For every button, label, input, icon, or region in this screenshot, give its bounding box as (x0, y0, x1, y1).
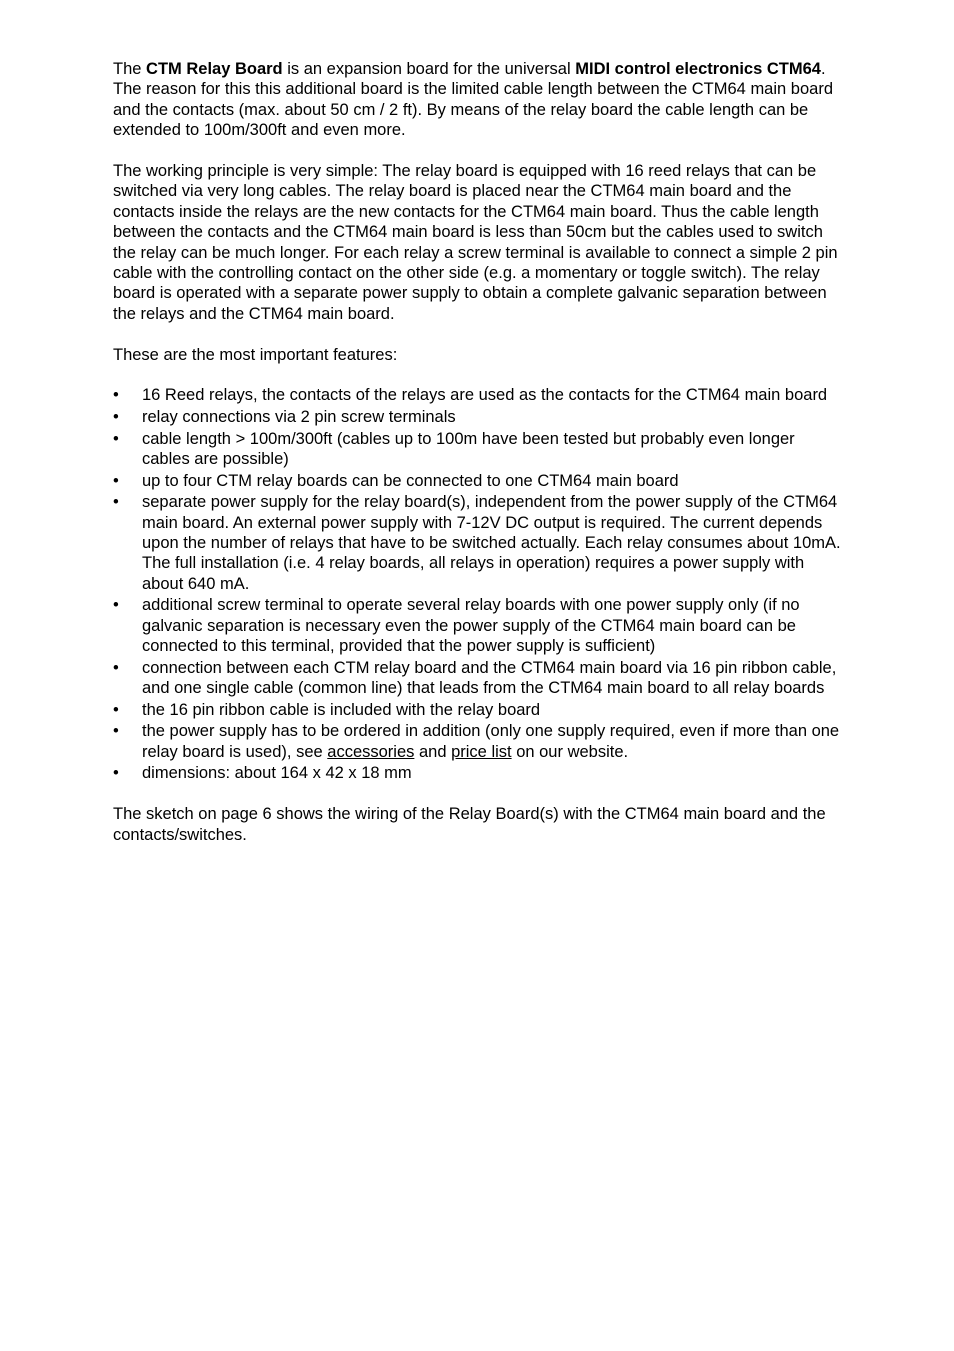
intro-text-start: The (113, 60, 147, 78)
list-item (113, 721, 841, 762)
feature-text: 16 Reed relays, the contacts of the relays are used as the contacts for the CTM64 main board (142, 386, 828, 405)
feature-text: additional screw terminal to operate several relay boards with one power supply only (if no galvanic separation is necessary even the power supply of the CTM64 main board can be connected to this terminal, provided that the power supply is sufficient) (142, 596, 800, 656)
bullet-icon: • (113, 722, 119, 741)
list-item (113, 385, 841, 405)
feature-text: connection between each CTM relay board and the CTM64 main board via 16 pin ribbon cable, and one single cable (common line) that leads from the CTM64 main board to all relay boards (142, 658, 837, 698)
feature-text: separate power supply for the relay board(s), independent from the power supply of the CTM64 main board. An external power supply with 7-12V DC output is required. The current depends upon the number of relays that have to be switched actually. Each relay consumes about 10mA. The full installation (i.e. 4 relay boards, all relays in operation) requires a power supply with about 640 mA. (142, 493, 841, 593)
feature-text (142, 722, 839, 760)
list-item (113, 595, 841, 656)
feature-text: cable length > 100m/300ft (cables up to 100m have been tested but probably even longer cables are possible) (142, 429, 795, 469)
intro-paragraph (113, 59, 841, 141)
list-item (113, 492, 841, 594)
list-item (113, 700, 841, 720)
power-text-between: and (414, 742, 452, 761)
feature-text: up to four CTM relay boards can be connected to one CTM64 main board (142, 471, 679, 490)
features-list (113, 385, 841, 783)
bullet-icon: • (113, 471, 119, 490)
closing-paragraph: The sketch on page 6 shows the wiring of the Relay Board(s) with the CTM64 main board and the contacts/switches. (113, 805, 826, 844)
bullet-icon: • (113, 493, 119, 512)
bullet-icon: • (113, 408, 119, 427)
price-list-link[interactable]: price list (451, 742, 512, 761)
product-name: CTM Relay Board (146, 60, 283, 78)
bullet-icon: • (113, 658, 119, 677)
feature-text: dimensions: about 164 x 42 x 18 mm (142, 764, 412, 783)
feature-text: relay connections via 2 pin screw terminals (142, 408, 456, 427)
bullet-icon: • (113, 386, 119, 405)
document-page (113, 59, 841, 865)
bullet-icon: • (113, 429, 119, 448)
principle-paragraph: The working principle is very simple: The relay board is equipped with 16 reed relays that can be switched via very long cables. The relay board is placed near the CTM64 main board and the contacts inside the relays are the new contacts for the CTM64 main board. Thus the cable length between the contacts and the CTM64 main board is less than 50cm but the cables used to switch the relay can be much longer. For each relay a screw terminal is available to connect a simple 2 pin cable with the controlling contact on the other side (e.g. a momentary or toggle switch). The relay board is operated with a separate power supply to obtain a complete galvanic separation between the relays and the CTM64 main board. (113, 162, 838, 323)
controller-name: MIDI control electronics CTM64 (575, 60, 821, 78)
list-item (113, 407, 841, 427)
list-item (113, 763, 841, 783)
intro-text-middle: is an expansion board for the universal (282, 60, 576, 78)
bullet-icon: • (113, 596, 119, 615)
bullet-icon: • (113, 764, 119, 783)
features-heading: These are the most important features: (113, 345, 398, 364)
list-item (113, 471, 841, 491)
list-item (113, 429, 841, 470)
intro-text-rest: . The reason for this this additional board is the limited cable length between the CTM64 main board and the contacts (max. about 50 cm / 2 ft). By means of the relay board the cable length can be extended to 100m/300ft and even more. (113, 60, 833, 140)
power-text-before: the power supply has to be ordered in addition (only one supply required, even if more than one relay board is used), see (142, 722, 840, 761)
power-text-after: on our website. (511, 742, 629, 761)
bullet-icon: • (113, 700, 119, 719)
feature-text: the 16 pin ribbon cable is included with the relay board (142, 700, 541, 719)
list-item (113, 658, 841, 699)
accessories-link[interactable]: accessories (327, 742, 415, 761)
